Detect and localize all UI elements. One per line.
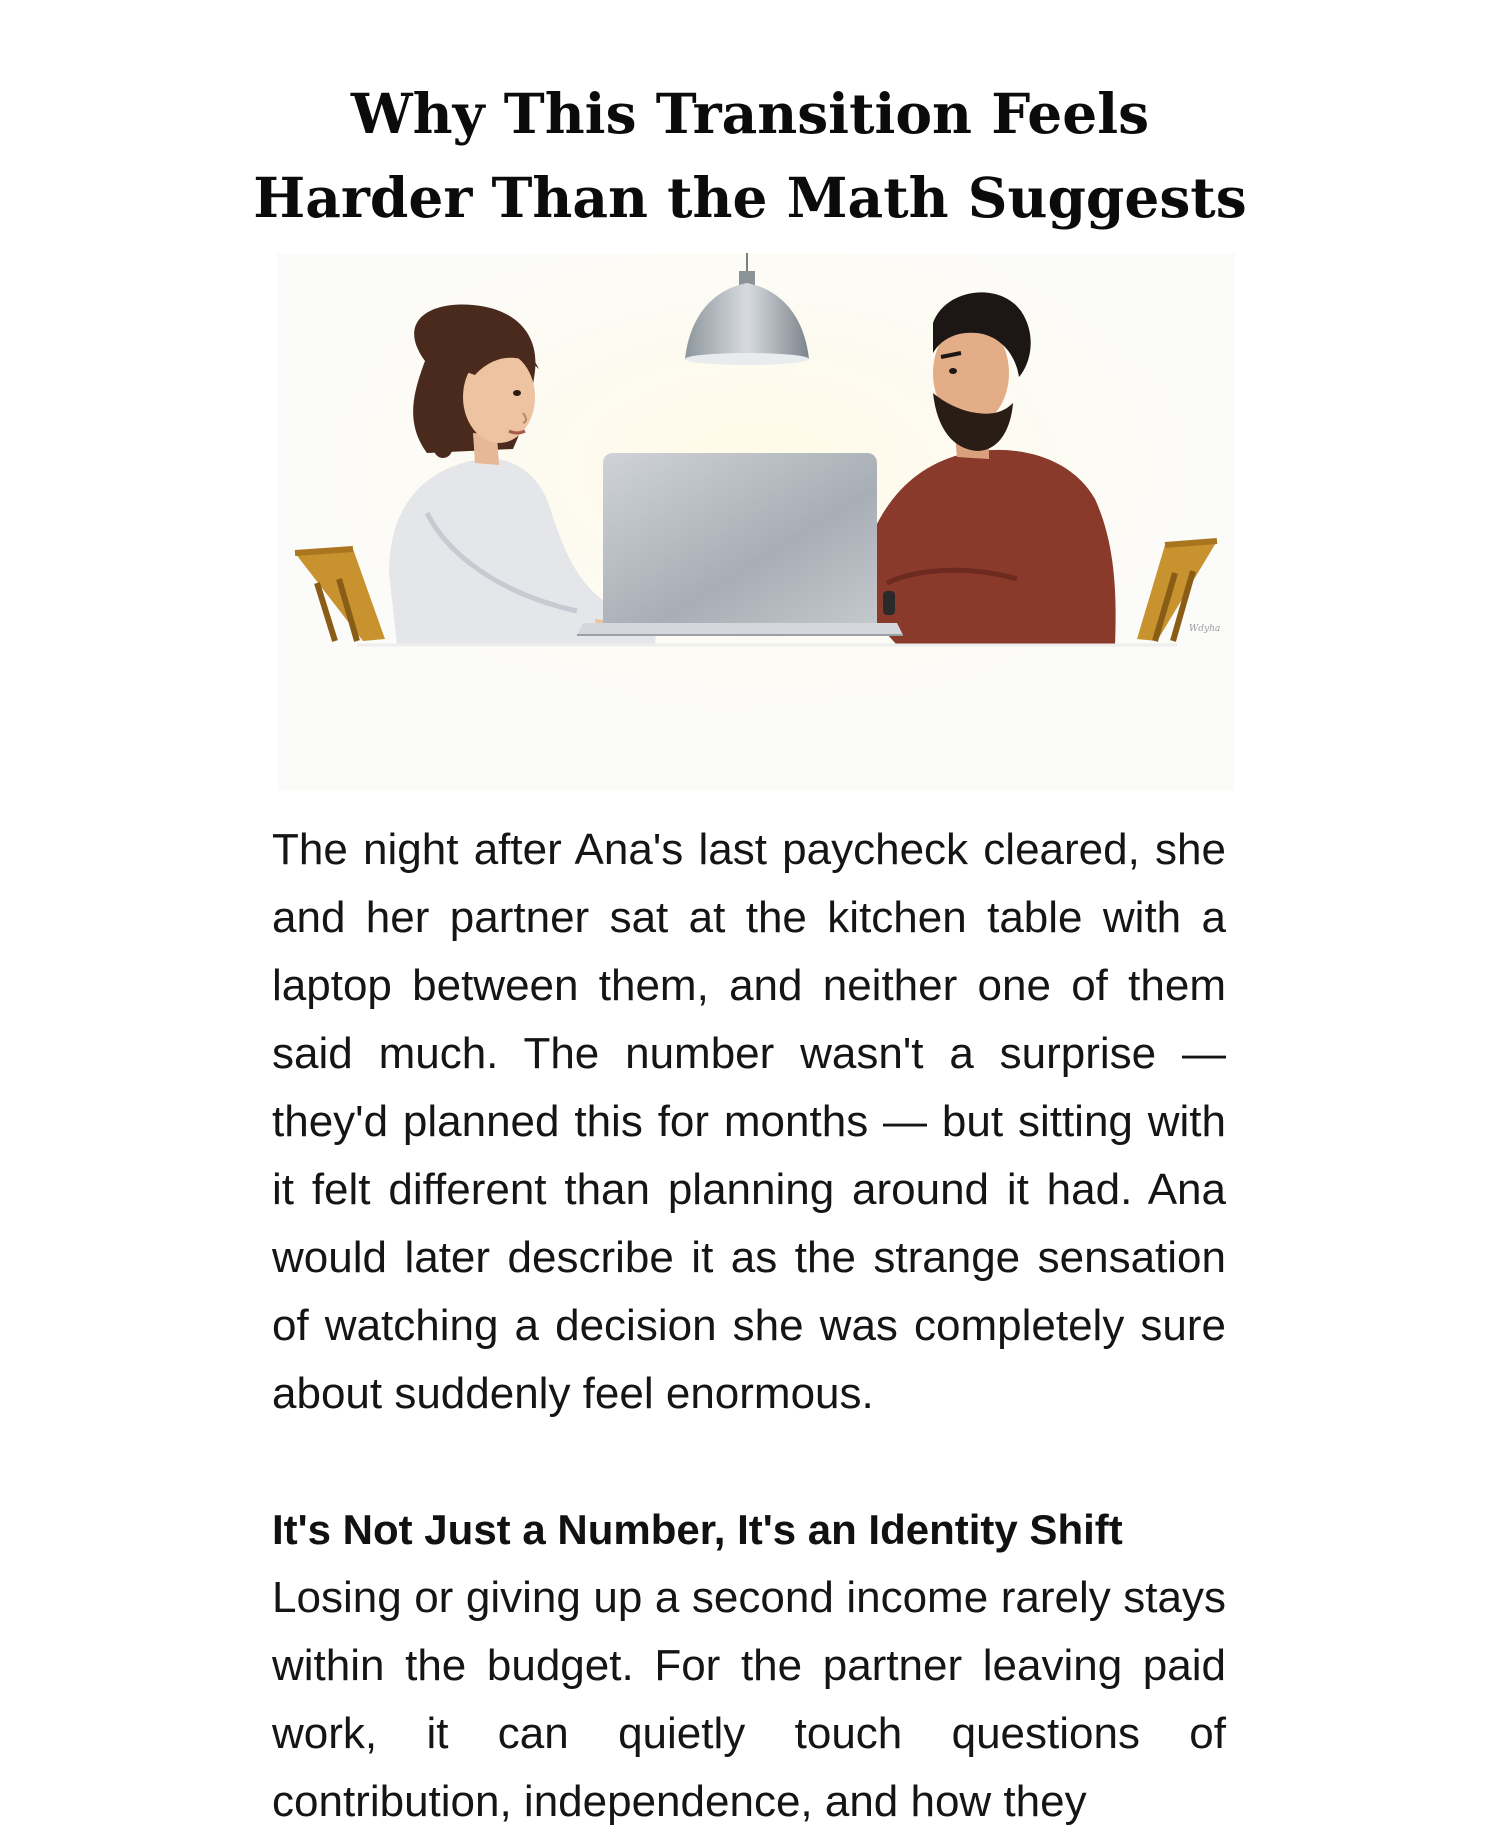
article-paragraph-2: Losing or giving up a second income rarely stays within the budget. For the partner leaving paid work, it can quietly touch questions of contribution, independence, and how they: [272, 1573, 1226, 1826]
article-title-line-2: Harder Than the Math Suggests: [253, 165, 1247, 230]
section-heading: It's Not Just a Number, It's an Identity Shift: [272, 1506, 1123, 1553]
couple-laptop-illustration-icon: [277, 253, 1235, 791]
article-illustration: [277, 253, 1235, 791]
article-paragraph-1: The night after Ana's last paycheck cleared, she and her partner sat at the kitchen table with a laptop between them, and neither one of them said much. The number wasn't a surprise — they'd planned this for months — but sitting with it felt different than planning around it had. Ana would later describe it as the strange sensation of watching a decision she was completely sure about suddenly feel enormous.: [272, 825, 1226, 1418]
article-title-line-1: Why This Transition Feels: [350, 81, 1150, 146]
article-title: [200, 72, 1300, 240]
laptop-icon: [577, 453, 903, 635]
artist-signature: Wdyha: [1189, 624, 1221, 634]
